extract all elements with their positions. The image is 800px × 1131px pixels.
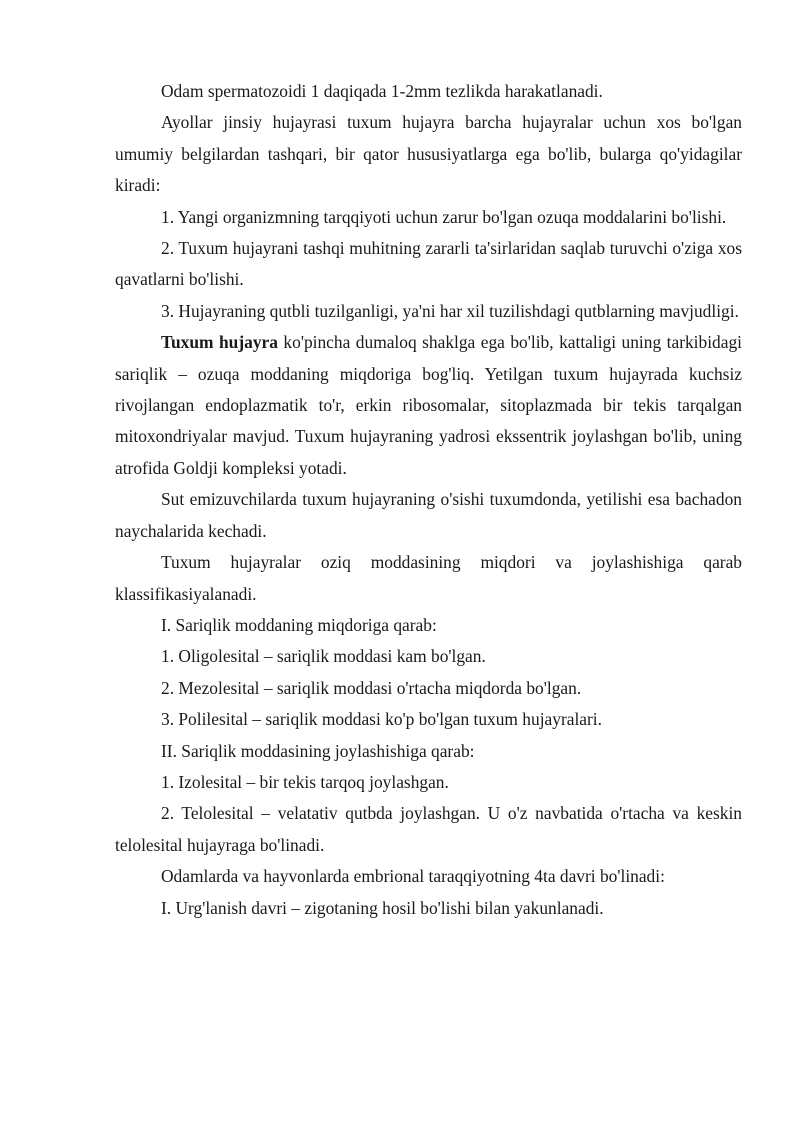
paragraph-egg-cell-structure xyxy=(115,327,742,484)
paragraph-classification: Tuxum hujayralar oziq moddasining miqdori va joylashishiga qarab klassifikasiyalanadi. xyxy=(115,552,742,604)
paragraph-mammal-egg-growth: Sut emizuvchilarda tuxum hujayraning o'sishi tuxumdonda, yetilishi esa bachadon naychalarida kechadi. xyxy=(115,489,742,541)
list-item-telolecithal: 2. Telolesital – velatativ qutbda joylashgan. U o'z navbatida o'rtacha va keskin telolesital hujayraga bo'linadi. xyxy=(115,803,742,855)
paragraph-egg-cell-intro: Ayollar jinsiy hujayrasi tuxum hujayra barcha hujayralar uchun xos bo'lgan umumiy belgilardan tashqari, bir qator hususiyatlarga ega bo'lib, bularga qo'yidagilar kiradi: xyxy=(115,112,742,196)
list-item-isolecithal: 1. Izolesital – bir tekis tarqoq joylashgan. xyxy=(161,771,449,792)
list-item-polarity: 3. Hujayraning qutbli tuzilganligi, ya'ni har xil tuzilishdagi qutblarning mavjudligi. xyxy=(161,300,739,321)
paragraph-embryonic-periods: Odamlarda va hayvonlarda embrional taraqqiyotning 4ta davri bo'linadi: xyxy=(161,866,665,887)
document-body xyxy=(115,76,742,924)
list-item-nutrients: 1. Yangi organizmning tarqqiyoti uchun zarur bo'lgan ozuqa moddalarini bo'lishi. xyxy=(161,206,727,227)
bold-term: Tuxum hujayra xyxy=(161,332,278,353)
heading-by-yolk-amount: I. Sariqlik moddaning miqdoriga qarab: xyxy=(161,614,437,635)
list-item-polylecithal: 3. Polilesital – sariqlik moddasi ko'p bo'lgan tuxum hujayralari. xyxy=(161,709,602,730)
paragraph-text: ko'pincha dumaloq shaklga ega bo'lib, kattaligi uning tarkibidagi sariqlik – ozuqa moddaning miqdoriga bog'liq. Yetilgan tuxum hujayrada kuchsiz rivojlangan endoplazmatik to'r, erkin ribosomalar, sitoplazmada bir tekis tarqalgan mitoxondriyalar mavjud. Tuxum hujayraning yadrosi ekssentrik joylashgan bo'lib, uning atrofida Goldji kompleksi yotadi. xyxy=(115,332,742,478)
paragraph-sperm-speed: Odam spermatozoidi 1 daqiqada 1-2mm tezlikda harakatlanadi. xyxy=(161,81,603,101)
list-item-fertilization-period: I. Urg'lanish davri – zigotaning hosil bo'lishi bilan yakunlanadi. xyxy=(161,897,604,918)
heading-by-yolk-location: II. Sariqlik moddasining joylashishiga qarab: xyxy=(161,740,475,761)
list-item-mesolecithal: 2. Mezolesital – sariqlik moddasi o'rtacha miqdorda bo'lgan. xyxy=(161,677,582,698)
list-item-oligolecithal: 1. Oligolesital – sariqlik moddasi kam bo'lgan. xyxy=(161,646,486,667)
list-item-protective-layers: 2. Tuxum hujayrani tashqi muhitning zararli ta'sirlaridan saqlab turuvchi o'ziga xos qavatlarni bo'lishi. xyxy=(115,238,742,290)
